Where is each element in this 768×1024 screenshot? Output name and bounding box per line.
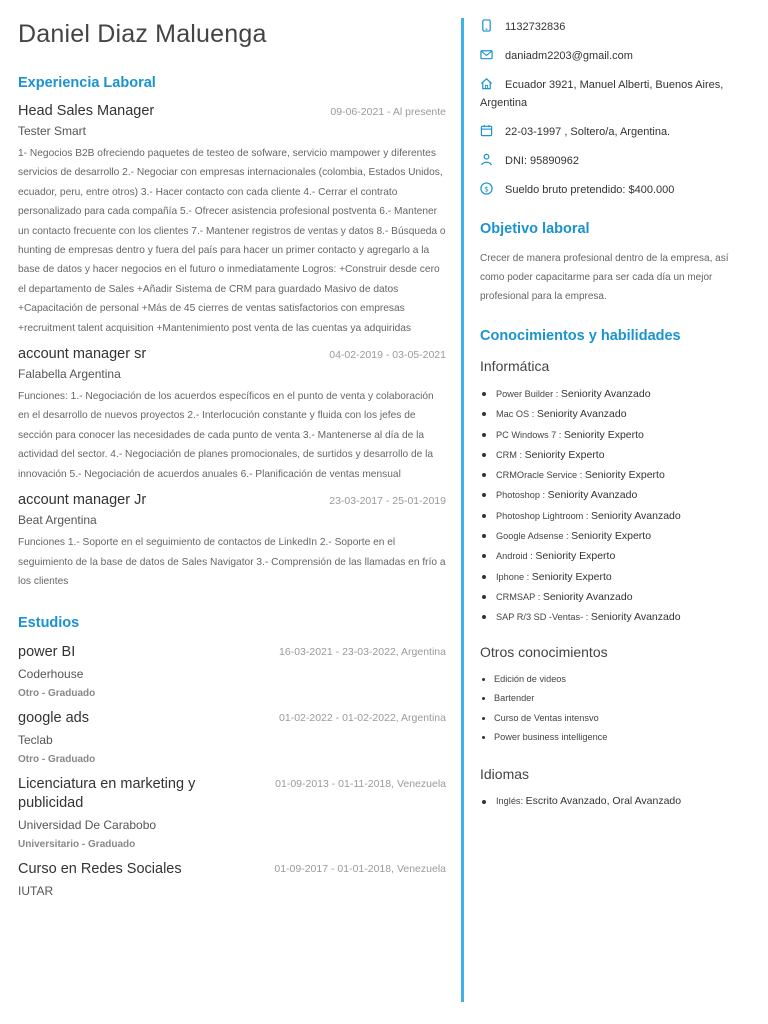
dni: DNI: 95890962 (505, 155, 579, 167)
objective-title: Objetivo laboral (480, 221, 590, 237)
skills-title: Conocimientos y habilidades (480, 328, 681, 344)
study-entry (18, 860, 446, 898)
job-entry (18, 492, 446, 591)
skill-item: Mac OS : Seniority Avanzado (480, 404, 742, 424)
contact-address (480, 76, 742, 112)
study-entry (18, 775, 446, 850)
job-description: 1- Negocios B2B ofreciendo paquetes de testeo de sofware, servicio mampower y diferentes servicios de desarrollo 2.- Negociar con empresas internacionales (colombia, Estados Unidos, ecuador, peru, entre otros) 3.- Hacer contacto con cada cliente 4.- Cerrar el contrato personalizado para cada compañía 5.- Ofrecer asistencia profesional postventa 6.- Mantener un contacto frecuente con los clientes 7.- Mantener registros de ventas y datos 8.- Búsqueda o hunting de empresas dentro y fuera del país para hacer un primer contacto y agregarlo a la base de datos y hacer negocios en el futuro o inmediatamente Logros: +Construir desde cero el departamento de Sales +Añadir Sistema de CRM para guardado Masivo de datos +Capacitación de personal +Más de 45 cierres de ventas satisfactorios con empresas +recruitment talent acquisition +Mantenimiento post venta de las cuentas ya adquiridas (18, 148, 446, 334)
informatica-title: Informática (480, 358, 550, 374)
calendar-icon (480, 124, 493, 137)
other-skill-item: Power business intelligence (480, 728, 742, 748)
skill-item: Power Builder : Seniority Avanzado (480, 384, 742, 404)
phone-icon (480, 19, 493, 32)
column-divider (461, 18, 464, 1002)
contact-email (480, 47, 742, 65)
education-section (18, 615, 446, 898)
email-address: daniadm2203@gmail.com (505, 50, 633, 62)
skill-item: SAP R/3 SD -Ventas- : Seniority Avanzado (480, 607, 742, 627)
study-level: Otro - Graduado (18, 754, 96, 766)
study-entry (18, 643, 446, 699)
job-entry (18, 103, 446, 338)
contact-salary (480, 181, 742, 199)
svg-text:$: $ (484, 184, 489, 194)
right-column (480, 18, 742, 811)
language-item: Inglés: Escrito Avanzado, Oral Avanzado (480, 792, 742, 811)
skill-level: Seniority Avanzado (542, 590, 633, 603)
skill-item: Photoshop Lightroom : Seniority Avanzado (480, 506, 742, 526)
study-dates: 01-09-2013 - 01-11-2018, Venezuela (275, 778, 446, 791)
study-dates: 01-09-2017 - 01-01-2018, Venezuela (274, 863, 446, 876)
skill-level: Seniority Experto (563, 428, 644, 441)
home-icon (480, 77, 493, 90)
skill-level: Seniority Avanzado (536, 408, 627, 421)
left-column (18, 20, 446, 908)
idiomas-list (480, 792, 742, 811)
skill-level: Seniority Experto (584, 469, 665, 482)
candidate-name: Daniel Diaz Maluenga (18, 20, 267, 48)
skill-item: CRMOracle Service : Seniority Experto (480, 465, 742, 485)
skill-name: Iphone (496, 571, 525, 582)
skill-name: Power Builder (496, 389, 554, 399)
mail-icon (480, 48, 493, 61)
study-institution: IUTAR (18, 884, 54, 899)
experience-section (18, 75, 446, 591)
skill-item: Android : Seniority Experto (480, 546, 742, 566)
other-skill-item: Bartender (480, 689, 742, 709)
study-title: Licenciatura en marketing y publicidad (18, 776, 196, 812)
job-position: account manager sr (18, 346, 147, 363)
study-institution: Coderhouse (18, 667, 84, 682)
experience-title: Experiencia Laboral (18, 75, 156, 91)
skill-name: SAP R/3 SD -Ventas- (496, 612, 584, 623)
job-company: Falabella Argentina (18, 367, 121, 382)
skill-name: CRM (496, 449, 517, 460)
contact-birth (480, 123, 742, 141)
skill-level: Seniority Experto (535, 550, 616, 563)
skill-item: Google Adsense : Seniority Experto (480, 526, 742, 546)
education-title: Estudios (18, 615, 80, 632)
skill-name: Photoshop Lightroom (496, 510, 584, 521)
job-position: account manager Jr (18, 492, 147, 509)
job-description: Funciones 1.- Soporte en el seguimiento de contactos de LinkedIn 2.- Soporte en el seguimiento de la base de datos de Sales Navigator 3.- Comprensión de las llamadas en frío a los clientes (18, 537, 446, 587)
job-company: Tester Smart (18, 124, 87, 138)
job-description: Funciones: 1.- Negociación de los acuerdos específicos en el punto de venta y colaboración en el desarrollo de nuevos proyectos 2.- Interlocución constante y fluida con los jefes de sección para conocer las necesidades de cada punto de venta 3.- Mantenerse al día de la actividad del sector. 4.- Negociación de planes promocionales, de surtidos y desarrollo de la innovación 5.- Negociación de acuerdos anuales 6.- Planificación de ventas mensual (18, 391, 434, 480)
contact-section (480, 18, 742, 199)
job-position: Head Sales Manager (18, 103, 155, 119)
skill-item: Iphone : Seniority Experto (480, 567, 742, 587)
skill-level: Seniority Experto (524, 448, 605, 461)
skill-level: Seniority Avanzado (591, 509, 681, 522)
skill-name: Android (496, 551, 528, 562)
skill-item: CRMSAP : Seniority Avanzado (480, 587, 742, 607)
job-dates: 23-03-2017 - 25-01-2019 (329, 495, 446, 508)
study-level: Universitario - Graduado (18, 839, 136, 851)
job-dates: 04-02-2019 - 03-05-2021 (329, 349, 446, 362)
dollar-icon (480, 182, 493, 195)
otros-list (480, 670, 742, 748)
skill-item: PC Windows 7 : Seniority Experto (480, 425, 742, 445)
skill-level: Seniority Avanzado (560, 388, 651, 400)
contact-phone (480, 18, 742, 36)
skill-level: Seniority Avanzado (547, 489, 638, 502)
language-name: Inglés (496, 795, 521, 806)
study-title: power BI (18, 644, 76, 661)
study-dates: 16-03-2021 - 23-03-2022, Argentina (279, 646, 446, 659)
skills-section (480, 328, 742, 811)
study-dates: 01-02-2022 - 01-02-2022, Argentina (279, 712, 446, 725)
job-entry (18, 346, 446, 484)
address: Ecuador 3921, Manuel Alberti, Buenos Aires, Argentina (480, 79, 724, 109)
language-level: Escrito Avanzado, Oral Avanzado (525, 794, 682, 807)
study-title: Curso en Redes Sociales (18, 861, 182, 878)
skill-level: Seniority Experto (531, 570, 612, 583)
skill-name: Photoshop (496, 490, 540, 501)
skill-name: Mac OS (496, 409, 530, 420)
other-skill-item: Edición de videos (480, 670, 742, 690)
skill-name: Google Adsense (496, 531, 564, 542)
informatica-list (480, 384, 742, 628)
skill-name: CRMSAP (496, 591, 536, 602)
job-company: Beat Argentina (18, 513, 97, 528)
person-icon (480, 153, 493, 166)
other-skill-item: Curso de Ventas intensvo (480, 709, 742, 729)
study-institution: Teclab (18, 733, 53, 748)
study-entry (18, 709, 446, 765)
skill-level: Seniority Avanzado (590, 611, 681, 624)
skill-name: CRMOracle Service (496, 470, 578, 481)
study-title: google ads (18, 710, 89, 727)
birth-info: 22-03-1997 , Soltero/a, Argentina. (505, 126, 671, 138)
objective-section (480, 221, 742, 306)
study-level: Otro - Graduado (18, 688, 96, 700)
idiomas-title: Idiomas (480, 765, 530, 782)
skill-item: CRM : Seniority Experto (480, 445, 742, 465)
study-institution: Universidad De Carabobo (18, 818, 157, 833)
skill-name: PC Windows 7 (496, 429, 557, 440)
skill-item: Photoshop : Seniority Avanzado (480, 485, 742, 505)
skill-level: Seniority Experto (571, 530, 652, 543)
job-dates: 09-06-2021 - Al presente (330, 106, 446, 118)
salary: Sueldo bruto pretendido: $400.000 (505, 184, 675, 196)
objective-text: Crecer de manera profesional dentro de la empresa, así como poder capacitarme para ser cada día un mejor profesional para la empresa. (480, 253, 729, 302)
otros-title: Otros conocimientos (480, 643, 608, 660)
contact-dni (480, 152, 742, 170)
phone-number: 1132732836 (505, 21, 566, 33)
